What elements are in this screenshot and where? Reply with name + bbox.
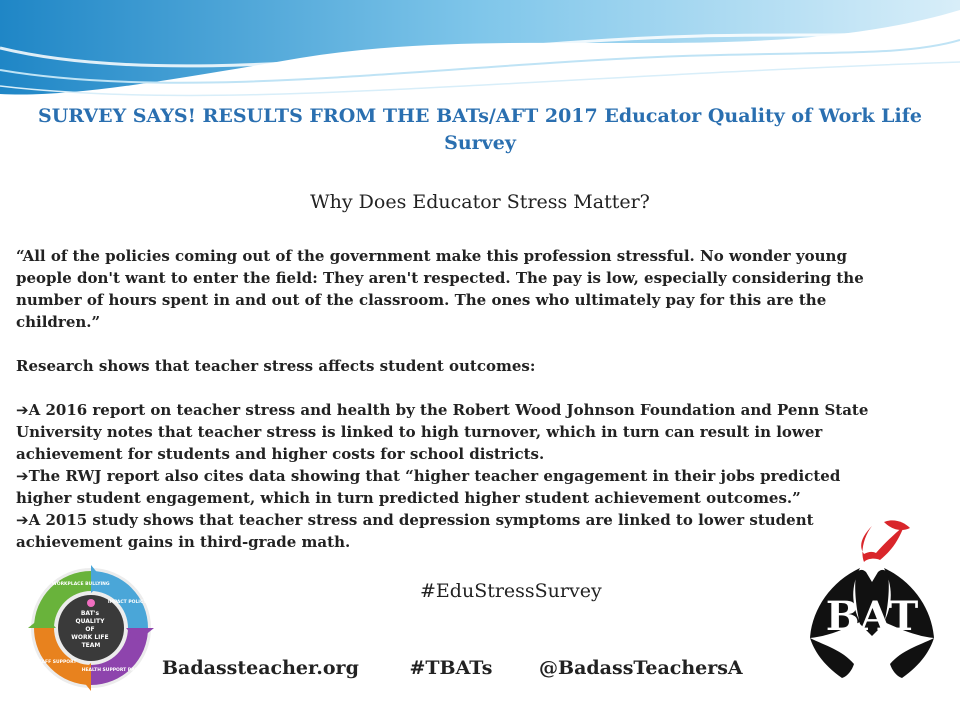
list-item [16, 509, 896, 553]
finding-text: The RWJ report also cites data showing that “higher teacher engagement in their jobs predicted higher student engagement, which in turn predicted higher student achievement outcomes.” [16, 467, 841, 507]
bat-apple-logo [802, 518, 942, 683]
logo-center-line: OF [85, 626, 95, 633]
body-content [16, 245, 896, 553]
arrow-icon: ➔ [16, 401, 29, 419]
logo-ring-text: STOP WORKPLACE BULLYING [36, 582, 110, 587]
quality-of-work-life-logo [16, 563, 166, 693]
teacher-quote: “All of the policies coming out of the government make this profession stressful. No wonder young people don't want to enter the field: They aren't respected. The pay is low, especially considering the number of hours spent in and out of the classroom. The ones who ultimately pay for this are the children.” [16, 247, 864, 331]
social-handle-link[interactable]: @BadassTeachersA [539, 657, 743, 679]
logo-center-line: TEAM [81, 642, 101, 649]
hashtag-link[interactable]: #TBATs [409, 657, 493, 679]
logo-ring-text: HEALTH SUPPORT PROGRAMS [81, 668, 157, 673]
logo-center-line: BAT's [80, 610, 100, 617]
page-subtitle: Why Does Educator Stress Matter? [310, 191, 650, 213]
logo-ring-text: STAFF SUPPORT [35, 660, 77, 665]
footer-links [162, 657, 743, 679]
research-intro: Research shows that teacher stress affects student outcomes: [16, 357, 536, 375]
finding-text: A 2016 report on teacher stress and health by the Robert Wood Johnson Foundation and Penn State University notes that teacher stress is linked to high turnover, which in turn can result in lower achievement for students and higher costs for school districts. [16, 401, 869, 463]
logo-ring-text: IMPACT POLICY [107, 600, 147, 605]
arrow-icon: ➔ [16, 511, 29, 529]
arrow-icon: ➔ [16, 467, 29, 485]
list-item [16, 399, 896, 465]
page-title: SURVEY SAYS! RESULTS FROM THE BATs/AFT 2017 Educator Quality of Work Life Survey [38, 105, 922, 154]
findings-list [16, 399, 896, 553]
logo-center-line: QUALITY [75, 618, 105, 625]
logo-center-line: WORK LIFE [71, 634, 109, 641]
header-wave-decoration [0, 0, 960, 110]
list-item [16, 465, 896, 509]
bat-logo-text: BAT [825, 593, 919, 640]
finding-text: A 2015 study shows that teacher stress and depression symptoms are linked to lower student achievement gains in third-grade math. [16, 511, 814, 551]
website-link[interactable]: Badassteacher.org [162, 657, 359, 679]
campaign-hashtag: #EduStressSurvey [420, 580, 602, 602]
